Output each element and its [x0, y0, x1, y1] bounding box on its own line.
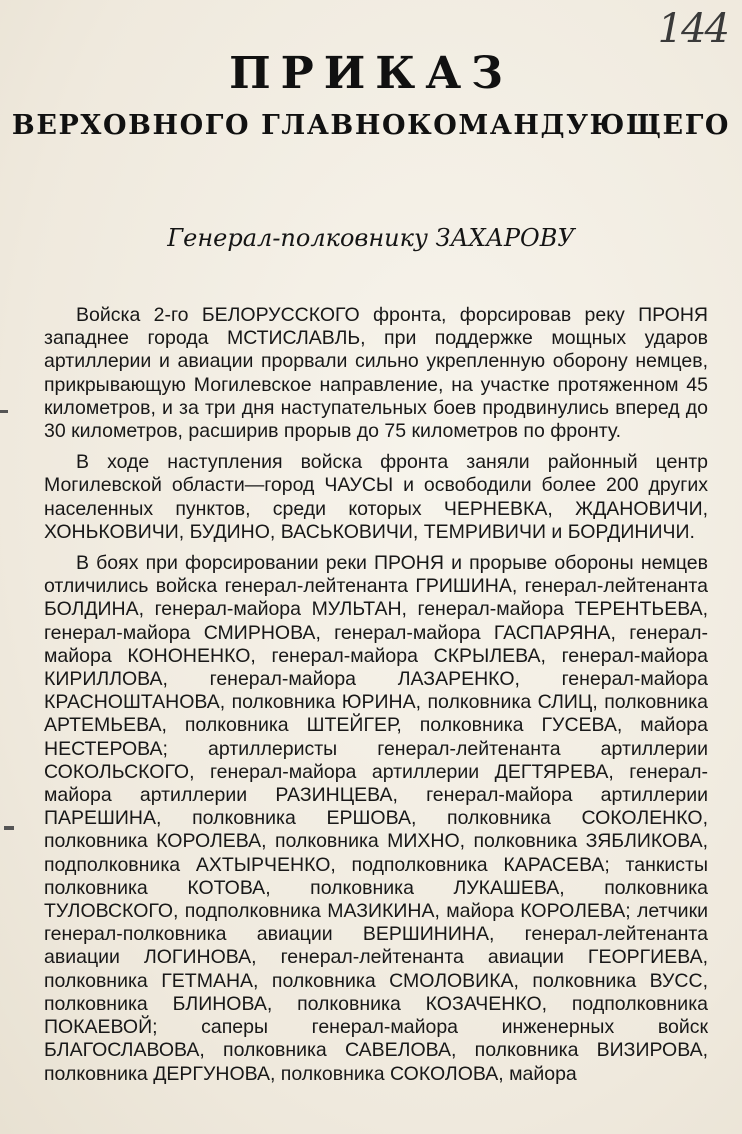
body-paragraph: В боях при форсировании реки ПРОНЯ и прорыве обороны немцев отличились войска генерал-лейтенанта ГРИШИНА, генерал-лейтенанта БОЛДИНА, генерал-майора МУЛЬТАН, генерал-майора ТЕРЕНТЬЕВА, генерал-майора СМИРНОВА, генерал-майора ГАСПАРЯНА, генерал-майора КОНОНЕНКО, генерал-майора СКРЫЛЕВА, генерал-майора КИРИЛЛОВА, генерал-майора ЛАЗАРЕНКО, генерал-майора КРАСНОШТАНОВА, полковника ЮРИНА, полковника СЛИЦ, полковника АРТЕМЬЕВА, полковника ШТЕЙГЕР, полковника ГУСЕВА, майора НЕСТЕРОВА; артиллеристы генерал-лейтенанта артиллерии СОКОЛЬСКОГО, генерал-майора артиллерии ДЕГТЯРЕВА, генерал-майора артиллерии РАЗИНЦЕВА, генерал-майора артиллерии ПАРЕШИНА, полковника ЕРШОВА, полковника СОКОЛЕНКО, полковника КОРОЛЕВА, полковника МИХНО, полковника ЗЯБЛИКОВА, подполковника АХТЫРЧЕНКО, подполковника КАРАСЕВА; танкисты полковника КОТОВА, полковника ЛУКАШЕВА, полковника ТУЛОВСКОГО, подполковника МАЗИКИНА, майора КОРОЛЕВА; летчики генерал-полковника авиации ВЕРШИНИНА, генерал-лейтенанта авиации ЛОГИНОВА, генерал-лейтенанта авиации ГЕОРГИЕВА, полковника ГЕТМАНА, полковника СМОЛОВИКА, полковника ВУСС, полковника БЛИНОВА, полковника КОЗАЧЕНКО, подполковника ПОКАЕВОЙ; саперы генерал-майора инженерных войск БЛАГОСЛАВОВА, полковника САВЕЛОВА, полковника ВИЗИРОВА, полковника ДЕРГУНОВА, полковника СОКОЛОВА, майора [44, 552, 708, 1085]
body-paragraph: В ходе наступления войска фронта заняли районный центр Могилевской области—город ЧАУСЫ и освободили более 200 других населенных пунктов, среди которых ЧЕРНЕВКА, ЖДАНОВИЧИ, ХОНЬКОВИЧИ, БУДИНО, ВАСЬКОВИЧИ, ТЕМРИВИЧИ и БОРДИНИЧИ. [44, 451, 708, 543]
document-subtitle: ВЕРХОВНОГО ГЛАВНОКОМАНДУЮЩЕГО [11, 110, 731, 141]
document-title: ПРИКАЗ [229, 48, 513, 99]
addressee-line: Генерал-полковнику ЗАХАРОВУ [167, 224, 575, 252]
margin-mark [4, 826, 14, 830]
body-paragraph: Войска 2-го БЕЛОРУССКОГО фронта, форсировав реку ПРОНЯ западнее города МСТИСЛАВЛЬ, при поддержке мощных ударов артиллерии и авиации прорвали сильно укрепленную оборону немцев, прикрывающую Могилевское направление, на участке протяженном 45 километров, и за три дня наступательных боев продвинулись вперед до 30 километров, расширив прорыв до 75 километров по фронту. [44, 304, 708, 443]
handwritten-page-number: 144 [657, 6, 728, 52]
order-body [44, 304, 708, 1086]
margin-mark [0, 410, 8, 413]
